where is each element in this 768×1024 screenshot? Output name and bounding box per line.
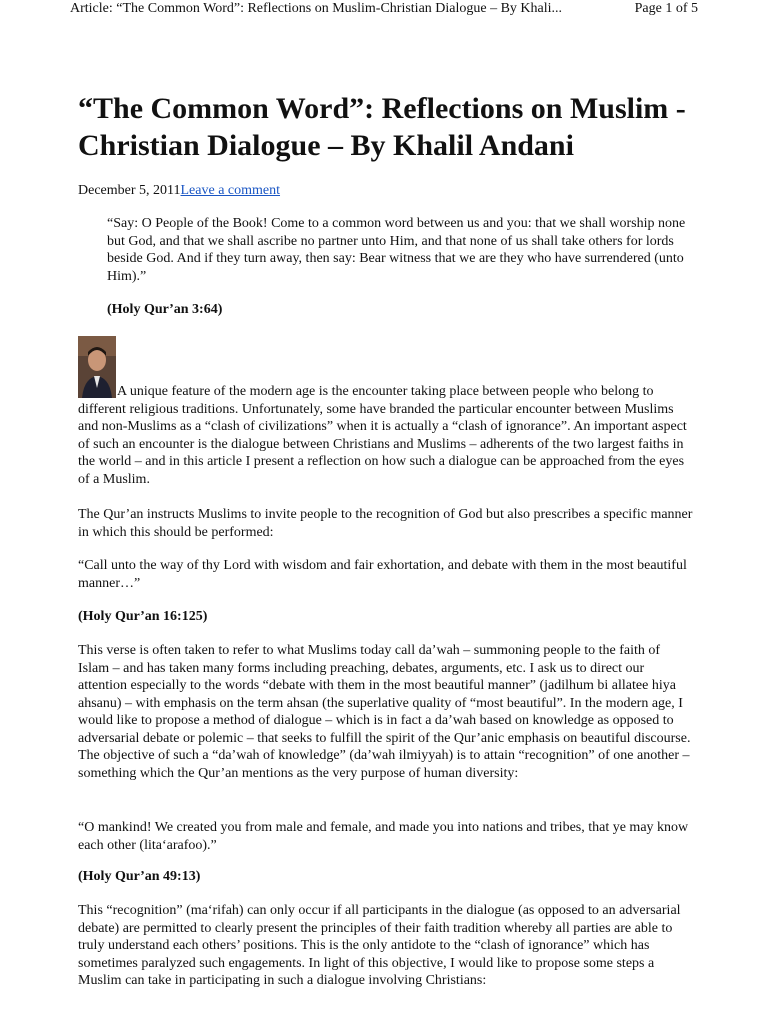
opening-quote-reference: (Holy Qur’an 3:64)	[107, 302, 223, 317]
opening-quote: “Say: O People of the Book! Come to a common word between us and you: that we shall worship none but God, and that we shall ascribe no partner unto Him, and that none of us shall take others for lords beside God. And if they turn away, then say: Bear witness that we are they who have surrendered (unto Him).”	[107, 216, 686, 284]
quote-3-reference: (Holy Qur’an 49:13)	[78, 869, 201, 884]
article-date: December 5, 2011	[78, 183, 181, 198]
article-title: “The Common Word”: Reflections on Muslim -Christian Dialogue – By Khalil Andani	[78, 92, 686, 162]
article-meta	[78, 182, 280, 200]
quote-2: “Call unto the way of thy Lord with wisdom and fair exhortation, and debate with them in the most beautiful manner…”	[78, 558, 687, 591]
quote-2-reference: (Holy Qur’an 16:125)	[78, 609, 208, 624]
paragraph-2: The Qur’an instructs Muslims to invite people to the recognition of God but also prescribes a specific manner in which this should be performed:	[78, 507, 693, 540]
paragraph-4: This “recognition” (ma‘rifah) can only occur if all participants in the dialogue (as opposed to an adversarial debate) are permitted to clearly present the principles of their faith tradition whereby all parties are able to truly understand each others’ positions. This is the only antidote to the “clash of ignorance” which has sometimes paralyzed such engagements. In light of this objective, I would like to propose some steps a Muslim can take in participating in such a dialogue involving Christians:	[78, 903, 681, 988]
leave-comment-link[interactable]: Leave a comment	[180, 183, 281, 198]
paragraph-1: A unique feature of the modern age is the encounter taking place between people who belong to different religious traditions. Unfortunately, some have branded the particular encounter between Muslims and non-Muslims as a “clash of civilizations” when it is actually a “clash of ignorance”. An important aspect of such an encounter is the dialogue between Christians and Muslims – adherents of the two largest faiths in the world – and in this article I present a reflection on how such a dialogue can be approached from the eyes of a Muslim.	[78, 384, 687, 487]
page-indicator: Page 1 of 5	[634, 1, 698, 16]
header-article-title: Article: “The Common Word”: Reflections on Muslim-Christian Dialogue – By Khali...	[70, 1, 563, 16]
paragraph-3: This verse is often taken to refer to what Muslims today call da’wah – summoning people to the faith of Islam – and has taken many forms including preaching, debates, arguments, etc. I ask us to direct our attention especially to the words “debate with them in the most beautiful manner” (jadilhum bi allatee hiya ahsanu) – with emphasis on the term ahsan (the superlative quality of “most beautiful”. In the modern age, I would like to propose a method of dialogue – which is in fact a da’wah based on knowledge as opposed to adversarial debate or polemic – that seeks to fulfill the spirit of the Qur’anic emphasis on beautiful discourse. The objective of such a “da’wah of knowledge” (da’wah ilmiyyah) is to attain “recognition” of one another – something which the Qur’an mentions as the very purpose of human diversity:	[78, 643, 691, 781]
running-header	[70, 0, 698, 20]
quote-3: “O mankind! We created you from male and female, and made you into nations and tribes, that ye may know each other (lita‘arafoo).”	[78, 820, 689, 853]
